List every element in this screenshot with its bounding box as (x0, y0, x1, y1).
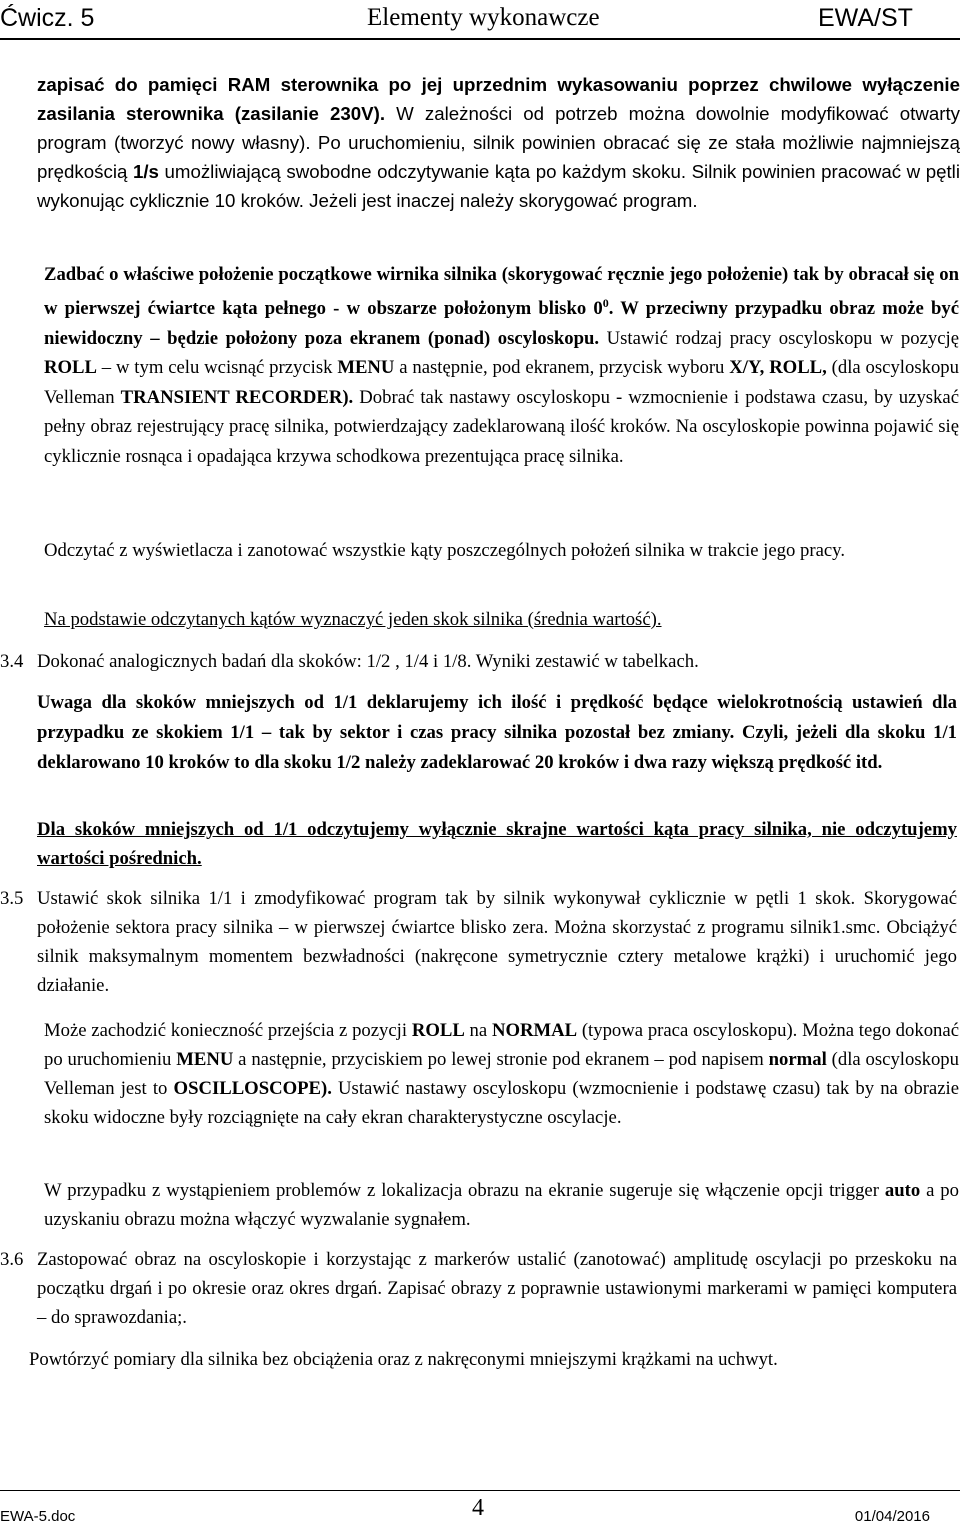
paragraph-rotor-position (44, 260, 959, 471)
rotor-text-c: a następnie, pod ekranem, przycisk wyboru (394, 357, 730, 379)
page-footer (0, 1490, 960, 1534)
normal-text-c: (typowa praca oscyloskopu). Można tego dokonać po uruchomieniu (44, 1020, 959, 1070)
paragraph-normal-mode (44, 1016, 959, 1132)
paragraph-repeat: Powtórzyć pomiary dla silnika bez obciążenia oraz z nakręconymi mniejszymi krążkami na uchwyt. (29, 1349, 778, 1370)
normal-text-f: Ustawić nastawy oscyloskopu (wzmocnienie i podstawę czasu) tak by na obrazie skoku widoczne były rozciągnięte na cały ekran charakterystyczne oscylacje. (44, 1078, 959, 1128)
oscilloscope-label: OSCILLOSCOPE). (173, 1078, 332, 1099)
header-code: EWA/ST (818, 4, 913, 32)
normal-text-e: (dla oscyloskopu Velleman jest to (44, 1049, 959, 1099)
paragraph-trigger (44, 1176, 959, 1234)
trigger-auto-label: auto (884, 1180, 921, 1201)
normal-label: NORMAL (491, 1020, 578, 1041)
paragraph-extreme-values: Dla skoków mniejszych od 1/1 odczytujemy wyłącznie skrajne wartości kąta pracy silnika, nie odczytujemy wartości pośrednich. (37, 819, 957, 869)
trigger-text-a: W przypadku z wystąpieniem problemów z lokalizacja obrazu na ekranie sugeruje się włączenie opcji trigger (44, 1180, 885, 1201)
header-divider (0, 38, 960, 40)
footer-date: 01/04/2016 (854, 1508, 930, 1525)
normal-text-d: a następnie, przyciskiem po lewej stronie pod ekranem – pod napisem (233, 1049, 769, 1070)
section-3-6-text: Zastopować obraz na oscyloskopie i korzystając z markerów ustalić (zanotować) amplitudę oscylacji po przeskoku na początku drgań i po okresie oraz okres drgań. Zapisać obrazy z poprawnie ustawionymi markerami w pamięci komputera – do sprawozdania;. (37, 1249, 957, 1328)
section-3-5-number: 3.5 (0, 888, 24, 909)
rotor-warning-b: . W przeciwny przypadku obraz może być niewidoczny – będzie położony poza ekranem (ponad) oscyloskopu. (44, 298, 959, 350)
rotor-text-e: Dobrać tak nastawy oscyloskopu - wzmocnienie i podstawa czasu, by uzyskać pełny obraz rejestrujący pracę silnika, potwierdzający zadeklarowaną ilość kroków. Na oscyloskopie powinna pojawić się cyklicznie rosnąca i opadająca krzywa schodkowa prezentująca pracę silnika. (44, 386, 959, 467)
menu-label: MENU (337, 357, 395, 379)
trigger-text-b: a po uzyskaniu obrazu można włączyć wyzwalanie sygnałem. (44, 1180, 959, 1230)
transient-label: TRANSIENT RECORDER). (120, 386, 354, 408)
roll-label: ROLL (44, 357, 97, 379)
paragraph-ram-text-b: umożliwiającą swobodne odczytywanie kąta po każdym skoku. Silnik powinien pracować w pętli wykonując cyklicznie 10 kroków. Jeżeli jest inaczej należy skorygować program. (37, 161, 960, 211)
normal-text-b: na (464, 1020, 492, 1041)
paragraph-ram (37, 70, 960, 215)
footer-divider (0, 1490, 960, 1491)
normal-lowercase-label: normal (768, 1049, 827, 1070)
header-title: Elementy wykonawcze (367, 4, 600, 31)
section-3-4-number: 3.4 (0, 651, 24, 672)
menu-label-2: MENU (176, 1049, 234, 1070)
section-3-6-number: 3.6 (0, 1249, 24, 1270)
paragraph-read-angles: Odczytać z wyświetlacza i zanotować wszystkie kąty poszczególnych położeń silnika w trakcie jego pracy. (44, 540, 845, 561)
section-3-5-text: Ustawić skok silnika 1/1 i zmodyfikować program tak by silnik wykonywał cyklicznie w pętli 1 skok. Skorygować położenie sektora pracy silnika – w pierwszej ćwiartce blisko zera. Można skorzystać z programu silnik1.smc. Obciążyć silnik maksymalnym momentem bezwładności (nakręcone symetrycznie cztery metalowe krążki) i uruchomić jego działanie. (37, 888, 957, 996)
degree-superscript: 0 (602, 296, 609, 311)
xy-roll-label: X/Y, ROLL, (729, 357, 827, 379)
speed-value: 1/s (132, 161, 159, 182)
section-3-4-text: Dokonać analogicznych badań dla skoków: 1/2 , 1/4 i 1/8. Wyniki zestawić w tabelkach. (37, 651, 699, 672)
footer-filename: EWA-5.doc (0, 1508, 76, 1525)
paragraph-ram-text-a: W zależności od potrzeb można dowolnie modyfikować otwarty program (tworzyć nowy własny). Po uruchomieniu, silnik powinien obracać się ze stała możliwie najmniejszą prędkością (37, 103, 960, 182)
paragraph-note: Uwaga dla skoków mniejszych od 1/1 deklarujemy ich ilość i prędkość będące wielokrotnością ustawień dla przypadku ze skokiem 1/1 – tak by sektor i czas pracy silnika pozostał bez zmiany. Czyli, jeżeli dla skoku 1/1 deklarowano 10 kroków to dla skoku 1/2 należy zadeklarować 20 kroków i dwa razy większą prędkość itd. (37, 692, 957, 773)
rotor-text-a: Ustawić rodzaj pracy oscyloskopu w pozycję (599, 328, 959, 350)
rotor-text-d: (dla oscyloskopu Velleman (44, 357, 959, 408)
paragraph-mean-step: Na podstawie odczytanych kątów wyznaczyć jeden skok silnika (średnia wartość). (44, 609, 662, 630)
paragraph-ram-bold: zapisać do pamięci RAM sterownika po jej uprzednim wykasowaniu poprzez chwilowe wyłączenie zasilania sterownika (zasilanie 230V). (37, 74, 960, 124)
header-exercise: Ćwicz. 5 (0, 4, 95, 32)
normal-text-a: Może zachodzić konieczność przejścia z pozycji (44, 1020, 412, 1041)
rotor-text-b: – w tym celu wcisnąć przycisk (96, 357, 338, 379)
footer-page-number: 4 (472, 1495, 484, 1521)
roll-label-2: ROLL (411, 1020, 465, 1041)
page-header (0, 0, 960, 40)
rotor-warning-a: Zadbać o właściwe położenie początkowe wirnika silnika (skorygować ręcznie jego położenie) tak by obracał się on w pierwszej ćwiartce kąta pełnego - w obszarze położonym blisko 0 (44, 264, 959, 320)
